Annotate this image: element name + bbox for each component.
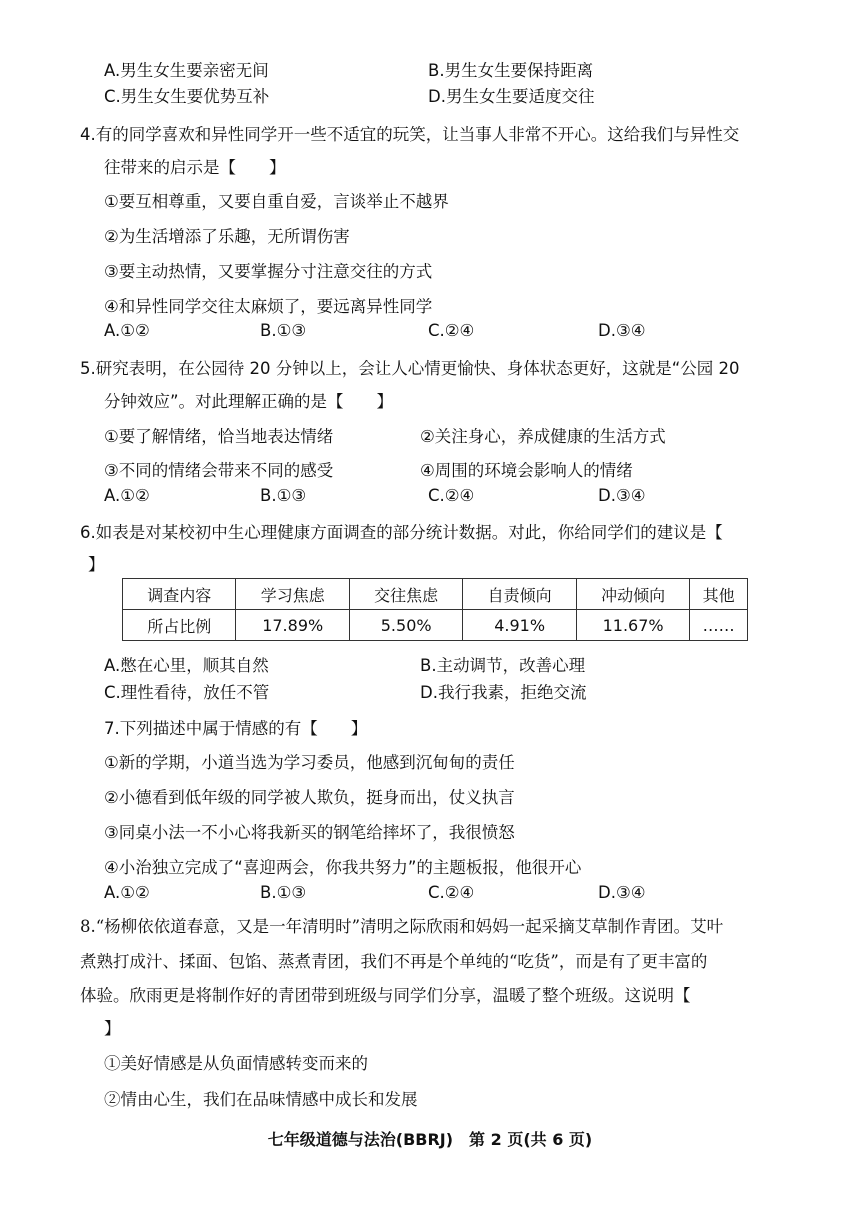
q5-item-1: ①要了解情绪，恰当地表达情绪 xyxy=(104,427,334,446)
q4-option-d: D.③④ xyxy=(598,321,646,340)
q8-stem-line1: 8.“杨柳依依道春意，又是一年清明时”清明之际欣雨和妈妈一起采摘艾草制作青团。艾叶 xyxy=(80,917,724,936)
q7-option-d: D.③④ xyxy=(598,883,646,902)
q6-stem-line2: 】 xyxy=(88,555,105,574)
q4-item-1: ①要互相尊重，又要自重自爱，言谈举止不越界 xyxy=(104,192,449,211)
q7-option-b: B.①③ xyxy=(260,883,307,902)
q5-option-d: D.③④ xyxy=(598,486,646,505)
q7-option-c: C.②④ xyxy=(428,883,475,902)
table-header-cell: 调查内容 xyxy=(123,579,236,610)
q4-option-a: A.①② xyxy=(104,321,150,340)
q3-option-b: B.男生女生要保持距离 xyxy=(428,61,594,80)
survey-table xyxy=(122,578,748,641)
q7-stem: 7.下列描述中属于情感的有【 】 xyxy=(104,719,368,738)
q4-item-4: ④和异性同学交往太麻烦了，要远离异性同学 xyxy=(104,297,433,316)
q4-option-b: B.①③ xyxy=(260,321,307,340)
q4-stem-line1: 4.有的同学喜欢和异性同学开一些不适宜的玩笑，让当事人非常不开心。这给我们与异性交 xyxy=(80,125,740,144)
table-cell: 5.50% xyxy=(349,610,462,641)
table-cell: …… xyxy=(690,610,748,641)
q8-stem-line4: 】 xyxy=(104,1019,121,1038)
survey-table-header-row xyxy=(123,579,748,610)
table-header-cell: 学习焦虑 xyxy=(236,579,349,610)
q6-option-d: D.我行我素，拒绝交流 xyxy=(420,683,587,702)
table-cell: 17.89% xyxy=(236,610,349,641)
table-header-cell: 自责倾向 xyxy=(463,579,576,610)
q8-stem-line3: 体验。欣雨更是将制作好的青团带到班级与同学们分享，温暖了整个班级。这说明【 xyxy=(80,986,691,1005)
q7-option-a: A.①② xyxy=(104,883,150,902)
q5-option-b: B.①③ xyxy=(260,486,307,505)
q5-option-c: C.②④ xyxy=(428,486,475,505)
q7-item-2: ②小德看到低年级的同学被人欺负，挺身而出，仗义执言 xyxy=(104,788,515,807)
q6-stem-line1: 6.如表是对某校初中生心理健康方面调查的部分统计数据。对此，你给同学们的建议是【 xyxy=(80,523,723,542)
q8-item-2: ②情由心生，我们在品味情感中成长和发展 xyxy=(104,1090,418,1109)
table-header-cell: 其他 xyxy=(690,579,748,610)
q7-item-3: ③同桌小法一不小心将我新买的钢笔给摔坏了，我很愤怒 xyxy=(104,823,515,842)
q5-item-4: ④周围的环境会影响人的情绪 xyxy=(420,461,633,480)
table-cell: 所占比例 xyxy=(123,610,236,641)
q8-item-1: ①美好情感是从负面情感转变而来的 xyxy=(104,1054,368,1073)
q5-item-2: ②关注身心，养成健康的生活方式 xyxy=(420,427,666,446)
q4-item-2: ②为生活增添了乐趣，无所谓伤害 xyxy=(104,227,350,246)
survey-table-data-row xyxy=(123,610,748,641)
q6-option-b: B.主动调节，改善心理 xyxy=(420,656,586,675)
q5-item-3: ③不同的情绪会带来不同的感受 xyxy=(104,461,334,480)
q7-item-1: ①新的学期，小道当选为学习委员，他感到沉甸甸的责任 xyxy=(104,753,515,772)
q5-stem-line1: 5.研究表明，在公园待 20 分钟以上，会让人心情更愉快、身体状态更好，这就是“公园 20 xyxy=(80,359,740,378)
table-header-cell: 冲动倾向 xyxy=(576,579,689,610)
q5-stem-line2: 分钟效应”。对此理解正确的是【 】 xyxy=(104,392,394,411)
q3-option-a: A.男生女生要亲密无间 xyxy=(104,61,269,80)
table-header-cell: 交往焦虑 xyxy=(349,579,462,610)
q6-option-a: A.憋在心里，顺其自然 xyxy=(104,656,269,675)
q6-option-c: C.理性看待，放任不管 xyxy=(104,683,270,702)
q3-option-d: D.男生女生要适度交往 xyxy=(428,87,595,106)
q5-option-a: A.①② xyxy=(104,486,150,505)
q8-stem-line2: 煮熟打成汁、揉面、包馅、蒸煮青团，我们不再是个单纯的“吃货”，而是有了更丰富的 xyxy=(80,952,708,971)
q7-item-4: ④小治独立完成了“喜迎两会，你我共努力”的主题板报，他很开心 xyxy=(104,858,582,877)
q3-option-c: C.男生女生要优势互补 xyxy=(104,87,270,106)
q4-option-c: C.②④ xyxy=(428,321,475,340)
q4-item-3: ③要主动热情，又要掌握分寸注意交往的方式 xyxy=(104,262,433,281)
table-cell: 11.67% xyxy=(576,610,689,641)
table-cell: 4.91% xyxy=(463,610,576,641)
q4-stem-line2: 往带来的启示是【 】 xyxy=(104,158,286,177)
page-footer: 七年级道德与法治(BBRJ) 第 2 页(共 6 页) xyxy=(267,1130,593,1149)
